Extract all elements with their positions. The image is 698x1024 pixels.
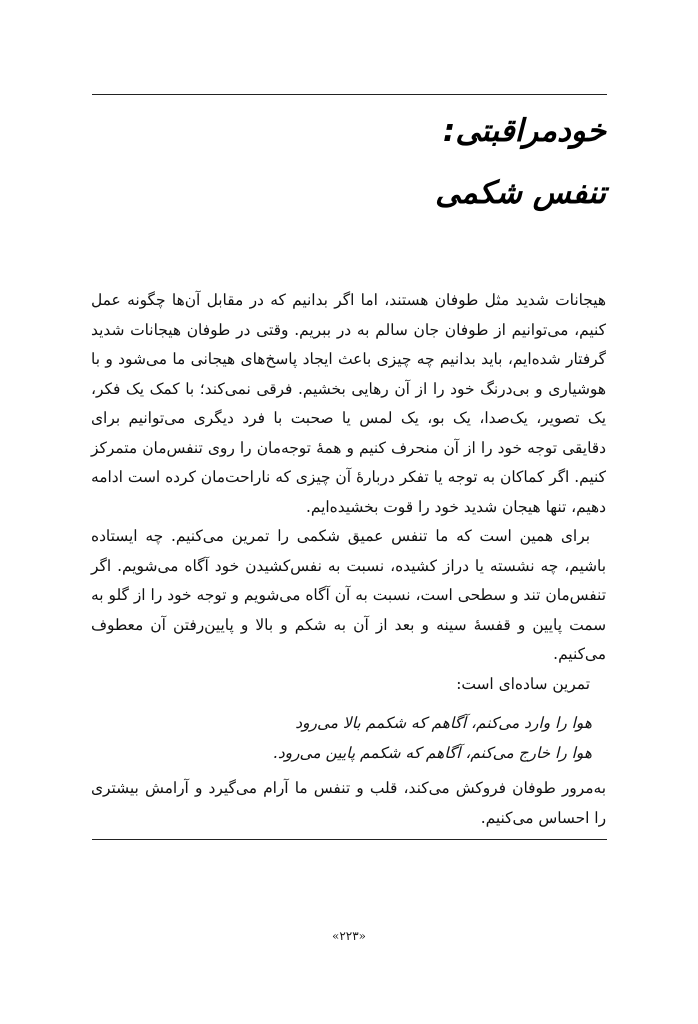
closing-paragraph: به‌مرور طوفان فروکش می‌کند، قلب و تنفس ما آرام می‌گیرد و آرامش بیشتری را احساس می‌کنیم. bbox=[91, 779, 606, 827]
top-divider bbox=[92, 94, 607, 95]
body-text bbox=[91, 286, 606, 833]
paragraph-1: هیجانات شدید مثل طوفان هستند، اما اگر بدانیم که در مقابل آن‌ها چگونه عمل کنیم، می‌توانیم از طوفان جان سالم به در ببریم. وقتی در طوفان هیجانات شدید گرفتار شده‌ایم، باید بدانیم چه چیزی باعث ایجاد پاسخ‌های هیجانی ما می‌شود و با هوشیاری و بی‌درنگ خود را از آن رهایی بخشیم. فرقی نمی‌کند؛ با کمک یک فکر، یک تصویر، یک‌صدا، یک بو، یک لمس یا صحبت با فرد دیگری می‌توانیم برای دقایقی توجه خود را از آن منحرف کنیم و همهٔ توجه‌مان را روی تنفس‌مان متمرکز کنیم. اگر کماکان به توجه یا تفکر دربارهٔ آن چیزی که ناراحت‌مان کرده است ادامه دهیم، تنها هیجان شدید خود را قوت بخشیده‌ایم. bbox=[91, 291, 606, 516]
exercise-line-1: هوا را وارد می‌کنم، آگاهم که شکمم بالا می‌رود bbox=[295, 714, 592, 732]
exercise-line-2: هوا را خارج می‌کنم، آگاهم که شکمم پایین می‌رود. bbox=[272, 743, 592, 762]
title-line-1: خودمراقبتی: bbox=[442, 113, 606, 149]
chapter-title bbox=[91, 100, 606, 224]
page-number: «۲۲۳» bbox=[331, 929, 367, 943]
paragraph-2: برای همین است که ما تنفس عمیق شکمی را تمرین می‌کنیم. چه ایستاده باشیم، چه نشسته یا دراز کشیده، نسبت به نفس‌کشیدن خود آگاه می‌شویم. اگر تنفس‌مان تند و سطحی است، نسبت به آن آگاه می‌شویم و توجه خود را از گلو به سمت پایین و قفسهٔ سینه و بعد از آن به شکم و بالا و پایین‌رفتن آن معطوف می‌کنیم. bbox=[91, 527, 606, 663]
bottom-divider bbox=[92, 839, 607, 840]
title-line-2: تنفس شکمی bbox=[435, 175, 606, 211]
exercise-block bbox=[91, 709, 606, 768]
paragraph-3: تمرین ساده‌ای است: bbox=[456, 674, 590, 693]
